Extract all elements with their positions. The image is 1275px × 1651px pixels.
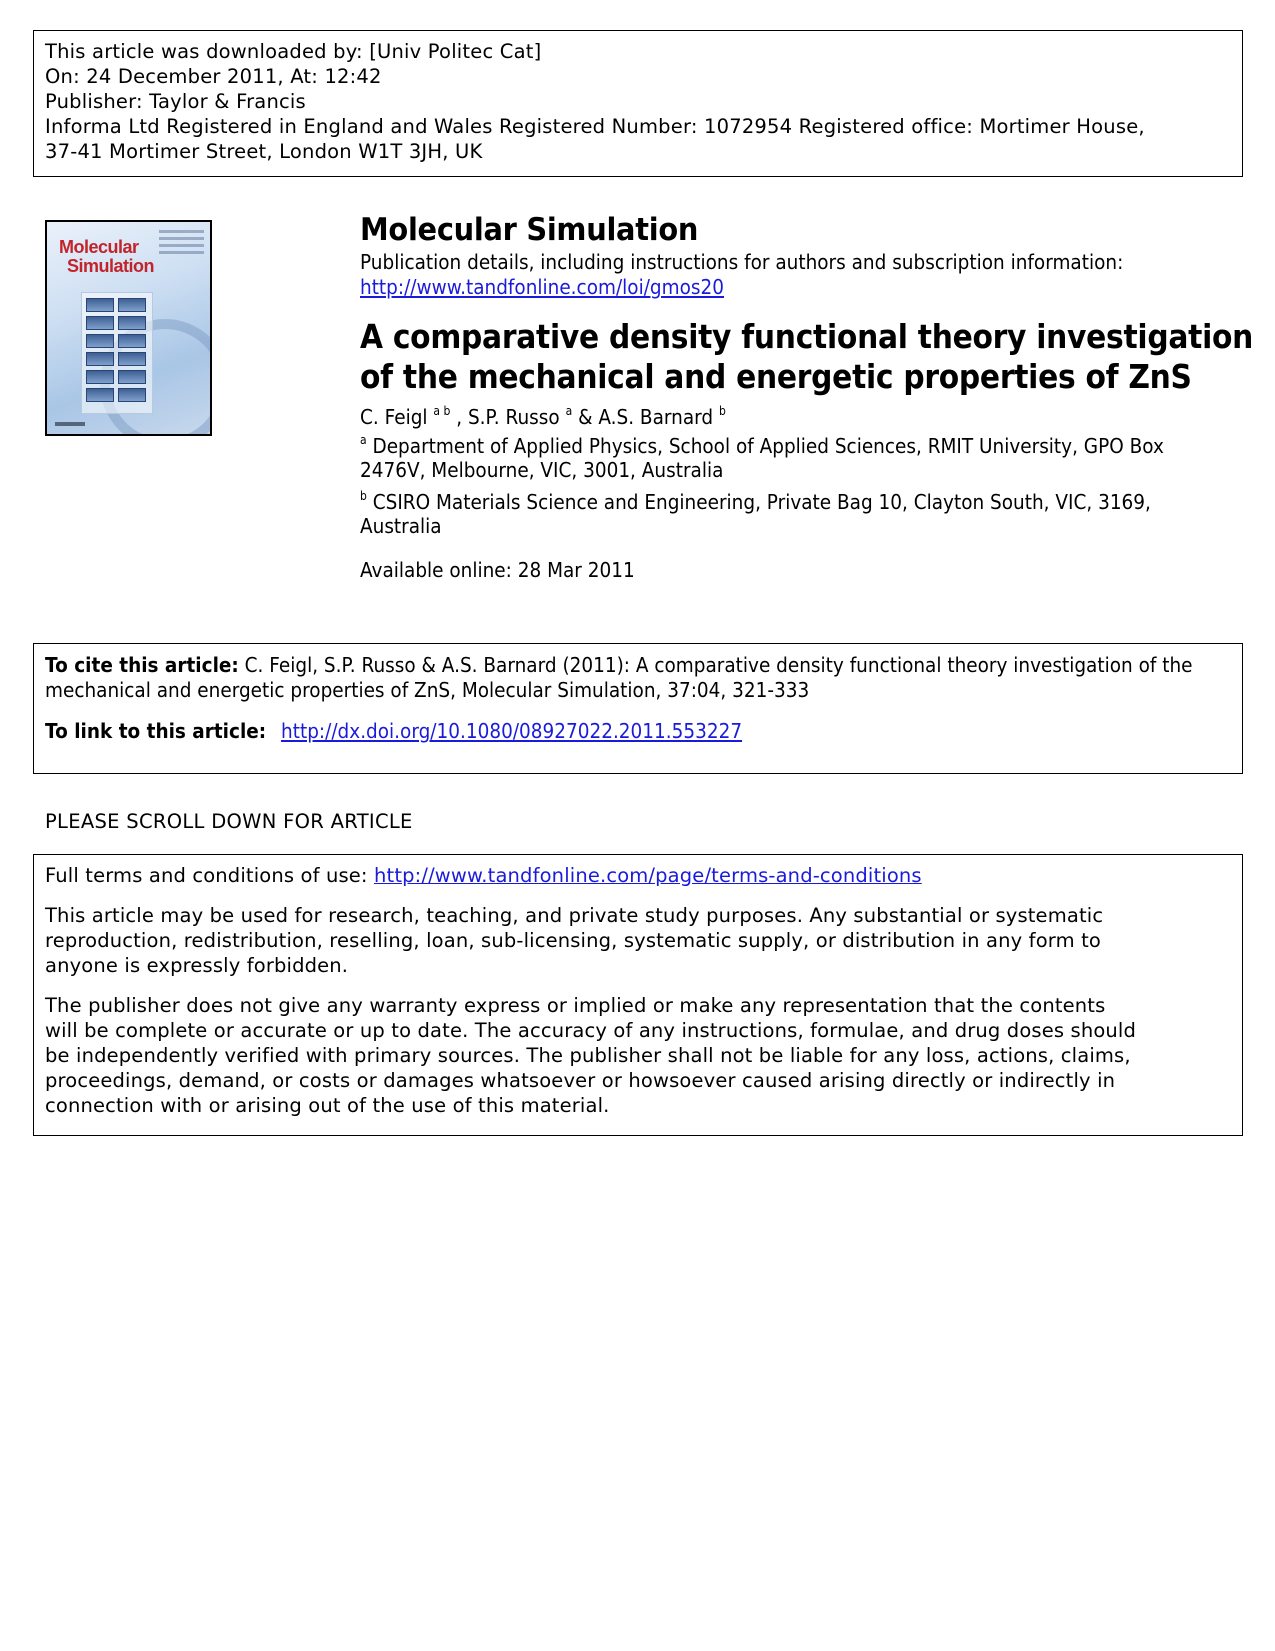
address-line: 37-41 Mortimer Street, London W1T 3JH, UK	[45, 140, 483, 163]
article-title	[360, 317, 1254, 397]
journal-info	[360, 210, 1240, 300]
cite-text: C. Feigl, S.P. Russo & A.S. Barnard (2011): A comparative density functional theory investigation of the	[244, 653, 1193, 677]
cover-title-line2: Simulation	[67, 256, 155, 276]
paragraph-line: be independently verified with primary sources. The publisher shall not be liable for any loss, actions, claims,	[45, 1044, 1131, 1067]
author-name: C. Feigl	[360, 405, 428, 429]
paragraph-line: connection with or arising out of the use of this material.	[45, 1094, 610, 1117]
author-affiliation-mark: b	[719, 404, 726, 418]
cover-small-text	[159, 230, 204, 258]
usage-paragraph	[45, 903, 1231, 978]
affiliation-a	[360, 434, 1164, 459]
paragraph-line: The publisher does not give any warranty express or implied or make any representation that the contents	[45, 994, 1106, 1017]
cover-figure-grid	[86, 298, 144, 402]
link-label: To link to this article:	[45, 719, 267, 743]
disclaimer-paragraph	[45, 993, 1231, 1118]
publication-details: Publication details, including instructions for authors and subscription information:	[360, 250, 1124, 274]
cite-label: To cite this article:	[45, 653, 239, 677]
affiliation-b	[360, 490, 1151, 515]
cite-text-continued: mechanical and energetic properties of ZnS, Molecular Simulation, 37:04, 321-333	[45, 678, 810, 702]
affiliation-text: CSIRO Materials Science and Engineering, Private Bag 10, Clayton South, VIC, 3169,	[372, 490, 1151, 514]
publisher-line: Publisher: Taylor & Francis	[45, 90, 306, 113]
author-list	[360, 405, 726, 430]
author-name: & A.S. Barnard	[578, 405, 714, 429]
paragraph-line: proceedings, demand, or costs or damages whatsoever or howsoever caused arising directly or indirectly in	[45, 1069, 1116, 1092]
author-affiliation-mark: a	[565, 404, 573, 418]
terms-label: Full terms and conditions of use:	[45, 864, 368, 887]
download-info-box	[33, 30, 1243, 177]
paragraph-line: will be complete or accurate or up to date. The accuracy of any instructions, formulae, and drug doses should	[45, 1019, 1137, 1042]
doi-link[interactable]: http://dx.doi.org/10.1080/08927022.2011.553227	[281, 719, 743, 743]
affiliation-b-continued: Australia	[360, 514, 442, 538]
cover-publisher-mark	[55, 422, 85, 426]
author-name: , S.P. Russo	[456, 405, 560, 429]
cover-title-line1: Molecular	[59, 237, 139, 257]
cover-title	[59, 238, 154, 276]
journal-cover-image	[45, 220, 212, 436]
affiliation-a-continued: 2476V, Melbourne, VIC, 3001, Australia	[360, 458, 724, 482]
affiliation-mark: b	[360, 489, 367, 503]
paragraph-line: reproduction, redistribution, reselling, loan, sub-licensing, systematic supply, or distribution in any form to	[45, 929, 1101, 952]
terms-box	[33, 854, 1243, 1136]
paragraph-line: This article may be used for research, teaching, and private study purposes. Any substantial or systematic	[45, 904, 1104, 927]
registration-line: Informa Ltd Registered in England and Wales Registered Number: 1072954 Registered office: Mortimer House,	[45, 115, 1145, 138]
terms-link[interactable]: http://www.tandfonline.com/page/terms-and-conditions	[374, 864, 922, 887]
journal-url-link[interactable]: http://www.tandfonline.com/loi/gmos20	[360, 275, 724, 299]
affiliation-mark: a	[360, 433, 367, 447]
paragraph-line: anyone is expressly forbidden.	[45, 954, 349, 977]
citation-box	[33, 643, 1243, 774]
article-title-line1: A comparative density functional theory investigation	[360, 318, 1254, 356]
downloaded-by-line: This article was downloaded by: [Univ Politec Cat]	[45, 40, 542, 63]
journal-title: Molecular Simulation	[360, 212, 699, 248]
download-date-line: On: 24 December 2011, At: 12:42	[45, 65, 382, 88]
available-online: Available online: 28 Mar 2011	[360, 558, 635, 582]
scroll-down-notice: PLEASE SCROLL DOWN FOR ARTICLE	[45, 810, 413, 833]
article-title-line2: of the mechanical and energetic properties of ZnS	[360, 358, 1192, 396]
affiliation-text: Department of Applied Physics, School of Applied Sciences, RMIT University, GPO Box	[372, 434, 1164, 458]
author-affiliation-mark: a b	[433, 404, 451, 418]
